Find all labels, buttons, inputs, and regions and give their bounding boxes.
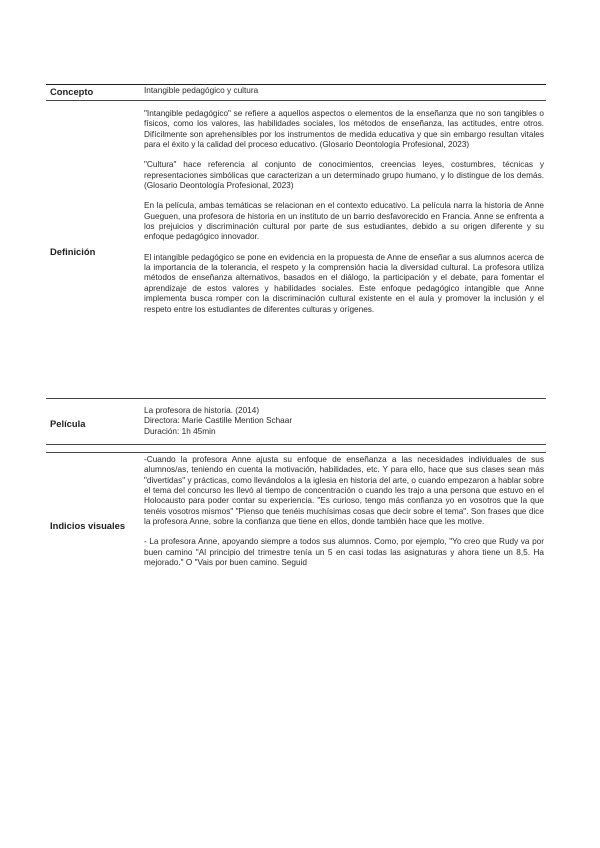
concepto-bottom-rule xyxy=(46,100,546,101)
pelicula-row xyxy=(46,406,546,442)
concepto-label: Concepto xyxy=(50,86,94,97)
indicios-label xyxy=(50,520,125,531)
definicion-paragraph: El intangible pedagógico se pone en evidencia en la propuesta de Anne de enseñar a sus alumnos acerca de la importancia de la tolerancia, el respeto y la comprensión hacia la diversidad cultural. La profesora utiliza métodos de enseñanza alternativos, basados en el diálogo, la participación y el debate, para fomentar el aprendizaje de estos valores y habilidades sociales. Este enfoque pedagógico intangible que Anne implementa busca romper con la discriminación cultural existente en el aula y promover la inclusión y el respeto entre los estudiantes de diferentes culturas y orígenes. xyxy=(144,252,544,314)
pelicula-content xyxy=(144,406,544,437)
indicios-top-rule xyxy=(46,452,546,453)
concepto-row xyxy=(46,86,546,100)
table-top-rule xyxy=(46,84,546,85)
definicion-content xyxy=(144,109,544,315)
indicios-content xyxy=(144,455,544,568)
definicion-paragraph: En la película, ambas temáticas se relacionan en el contexto educativo. La película narra la historia de Anne Gueguen, una profesora de historia en un instituto de un barrio desfavorecido en Francia. Anne se enfrenta a los prejuicios y discriminación cultural por parte de sus estudiantes, debido a su origen diferente y su enfoque pedagógico innovador. xyxy=(144,201,544,242)
pelicula-title: La profesora de historia. (2014) xyxy=(144,406,260,415)
pelicula-director: Directora: Marie Castille Mention Schaar xyxy=(144,416,293,426)
indicios-label-line: visuales xyxy=(88,520,126,531)
pelicula-bottom-rule xyxy=(46,444,546,445)
indicios-label-line: Indicios xyxy=(50,520,86,531)
definicion-paragraph: "Cultura" hace referencia al conjunto de conocimientos, creencias leyes, costumbres, técnicas y representaciones simbólicas que caracterizan a un determinado grupo humano, y lo distingue de los demás. (Glosario Deontología Profesional, 2023) xyxy=(144,160,544,191)
definicion-label: Definición xyxy=(50,246,96,257)
definicion-paragraph: "Intangible pedagógico" se refiere a aquellos aspectos o elementos de la enseñanza que no son tangibles o físicos, como los valores, las habilidades sociales, los métodos de enseñanza, las actitudes, entre otros. Difícilmente son aprehensibles por los instrumentos de medida educativa y que sin embargo resultan vitales para el éxito y la calidad del proceso educativo. (Glosario Deontología Profesional, 2023) xyxy=(144,109,544,150)
pelicula-label: Película xyxy=(50,418,86,429)
indicios-paragraph: -Cuando la profesora Anne ajusta su enfoque de enseñanza a las necesidades individuales de sus alumnos/as, teniendo en cuenta la motivación, habilidades, etc. Y para ello, hace que sus clases sean más "divertidas" y prácticas, como llevándolos a la iglesia en historia del arte, o cuando empezaron a hablar sobre el tema del concurso les llevó al tiempo de concentración o cuando les trajo a una persona que estuvo en el Holocausto para poder contar su experiencia. "Es curioso, tengo más confianza yo en vosotros que la que tenéis vosotros mismos" "Pienso que tenéis muchísimas cosas que decir sobre el tema". Son frases que dice la profesora Anne, sobre la confianza que tiene en ellos, donde también hace que les motive. xyxy=(144,455,544,527)
indicios-paragraph: - La profesora Anne, apoyando siempre a todos sus alumnos. Como, por ejemplo, "Yo creo que Rudy va por buen camino "Al principio del trimestre tenía un 5 en casi todas las asignaturas y ahora tiene un 8,5. Ha mejorado." O "Vais por buen camino. Seguid xyxy=(144,537,544,568)
definicion-row xyxy=(46,109,546,397)
pelicula-duration: Duración: 1h 45min xyxy=(144,426,216,436)
definicion-bottom-rule xyxy=(46,398,546,399)
concepto-value: Intangible pedagógico y cultura xyxy=(144,86,259,95)
indicios-row xyxy=(46,455,546,615)
